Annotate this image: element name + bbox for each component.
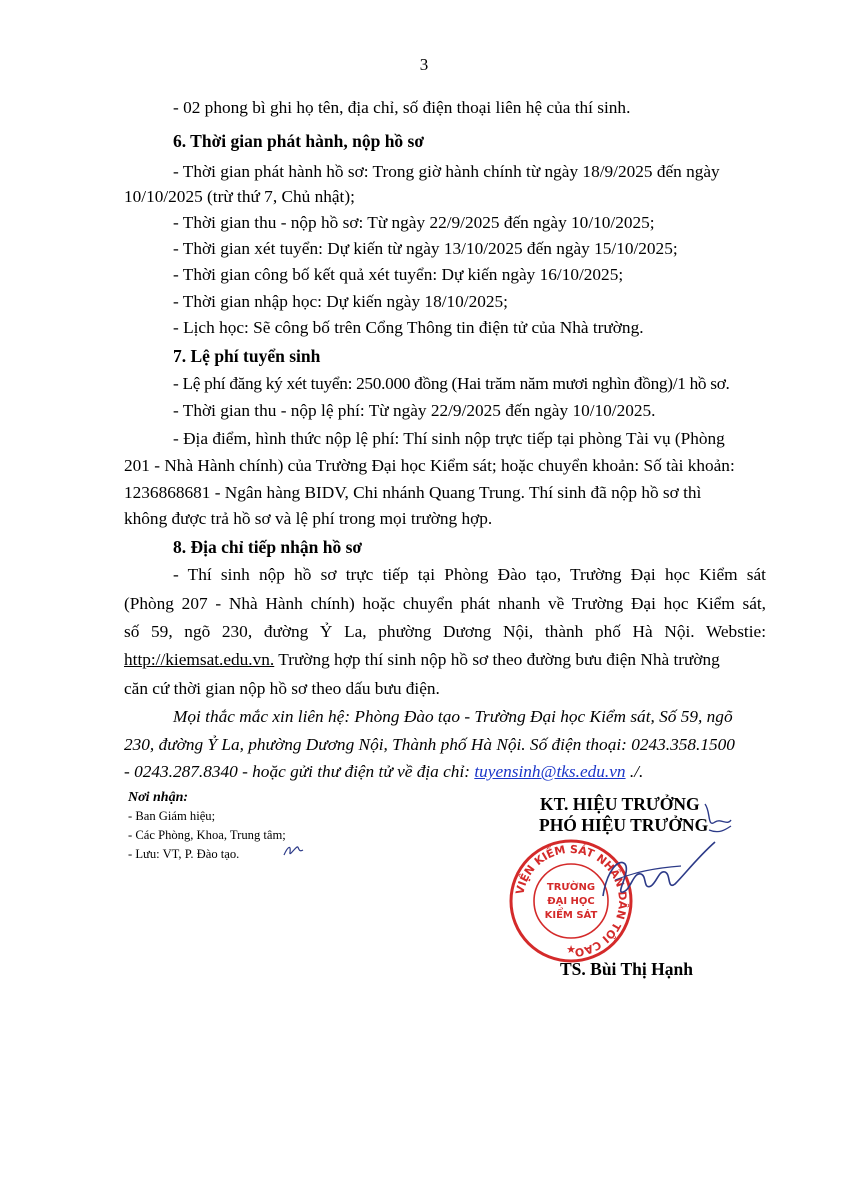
- body-line: (Phòng 207 - Nhà Hành chính) hoặc chuyển phát nhanh về Trường Đại học Kiểm sát,: [124, 594, 766, 613]
- signature-title-2: PHÓ HIỆU TRƯỞNG: [539, 815, 709, 835]
- body-line: - Thời gian công bố kết quả xét tuyển: Dự kiến ngày 16/10/2025;: [173, 265, 624, 284]
- handwritten-signature: [585, 800, 735, 910]
- body-line: số 59, ngõ 230, đường Ỷ La, phường Dương Nội, thành phố Hà Nội. Webstie:: [124, 622, 766, 641]
- body-line: - Lệ phí đăng ký xét tuyển: 250.000 đồng (Hai trăm năm mươi nghìn đồng)/1 hồ sơ.: [173, 374, 730, 393]
- body-line: - Thời gian phát hành hồ sơ: Trong giờ hành chính từ ngày 18/9/2025 đến ngày: [173, 162, 720, 181]
- recipients-title: Nơi nhận:: [128, 790, 189, 805]
- body-line: 10/10/2025 (trừ thứ 7, Chủ nhật);: [124, 187, 355, 206]
- recipient-item: - Các Phòng, Khoa, Trung tâm;: [128, 828, 286, 842]
- contact-text: ./.: [625, 762, 644, 781]
- body-line: - Lịch học: Sẽ công bố trên Cổng Thông tin điện tử của Nhà trường.: [173, 318, 644, 337]
- signer-name: TS. Bùi Thị Hạnh: [560, 959, 693, 979]
- body-line: - Thời gian xét tuyển: Dự kiến từ ngày 13/10/2025 đến ngày 15/10/2025;: [173, 239, 678, 258]
- contact-line: Mọi thắc mắc xin liên hệ: Phòng Đào tạo - Trường Đại học Kiểm sát, Số 59, ngõ: [173, 707, 733, 726]
- initial-mark: [282, 842, 306, 860]
- stamp-center-line: KIỂM SÁT: [544, 910, 598, 921]
- body-line: 201 - Nhà Hành chính) của Trường Đại học Kiểm sát; hoặc chuyển khoản: Số tài khoản:: [124, 456, 735, 475]
- body-line: không được trả hồ sơ và lệ phí trong mọi trường hợp.: [124, 509, 493, 528]
- stamp-center-line: ĐẠI HỌC: [547, 896, 595, 907]
- stamp-center-line: TRƯỜNG: [546, 882, 596, 893]
- contact-line-with-email: [124, 760, 766, 783]
- body-line: - Thời gian thu - nộp hồ sơ: Từ ngày 22/9/2025 đến ngày 10/10/2025;: [173, 213, 655, 232]
- section-heading-8: 8. Địa chỉ tiếp nhận hồ sơ: [173, 537, 363, 557]
- body-line: 1236868681 - Ngân hàng BIDV, Chi nhánh Quang Trung. Thí sinh đã nộp hồ sơ thì: [124, 483, 702, 502]
- section-heading-7: 7. Lệ phí tuyển sinh: [173, 346, 321, 366]
- recipient-item: - Lưu: VT, P. Đào tạo.: [128, 847, 240, 861]
- section-heading-6: 6. Thời gian phát hành, nộp hồ sơ: [173, 131, 425, 151]
- body-text: Trường hợp thí sinh nộp hồ sơ theo đường bưu điện Nhà trường: [274, 650, 720, 669]
- page-number: 3: [419, 55, 429, 74]
- body-line: - Thời gian nhập học: Dự kiến ngày 18/10/2025;: [173, 292, 508, 311]
- recipient-item: - Ban Giám hiệu;: [128, 809, 216, 823]
- body-line: - Địa điểm, hình thức nộp lệ phí: Thí sinh nộp trực tiếp tại phòng Tài vụ (Phòng: [173, 429, 725, 448]
- body-line: - 02 phong bì ghi họ tên, địa chỉ, số điện thoại liên hệ của thí sinh.: [173, 98, 631, 117]
- body-line: - Thời gian thu - nộp lệ phí: Từ ngày 22/9/2025 đến ngày 10/10/2025.: [173, 401, 656, 420]
- email-link[interactable]: tuyensinh@tks.edu.vn: [474, 762, 626, 781]
- body-line: căn cứ thời gian nộp hồ sơ theo dấu bưu điện.: [124, 679, 440, 698]
- contact-line: 230, đường Ỷ La, phường Dương Nội, Thành phố Hà Nội. Số điện thoại: 0243.358.1500: [124, 735, 735, 754]
- stamp-star-icon: ★: [566, 943, 576, 956]
- body-line-with-link: [124, 648, 766, 671]
- contact-text: - 0243.287.8340 - hoặc gửi thư điện tử về địa chỉ:: [124, 762, 475, 781]
- stamp-ring-text: VIỆN KIỂM SÁT NHÂN DÂN TỐI CAO: [513, 842, 630, 959]
- body-line: - Thí sinh nộp hồ sơ trực tiếp tại Phòng Đào tạo, Trường Đại học Kiểm sát: [173, 565, 766, 584]
- signature-title-1: KT. HIỆU TRƯỞNG: [540, 794, 700, 814]
- website-link[interactable]: http://kiemsat.edu.vn.: [124, 650, 275, 669]
